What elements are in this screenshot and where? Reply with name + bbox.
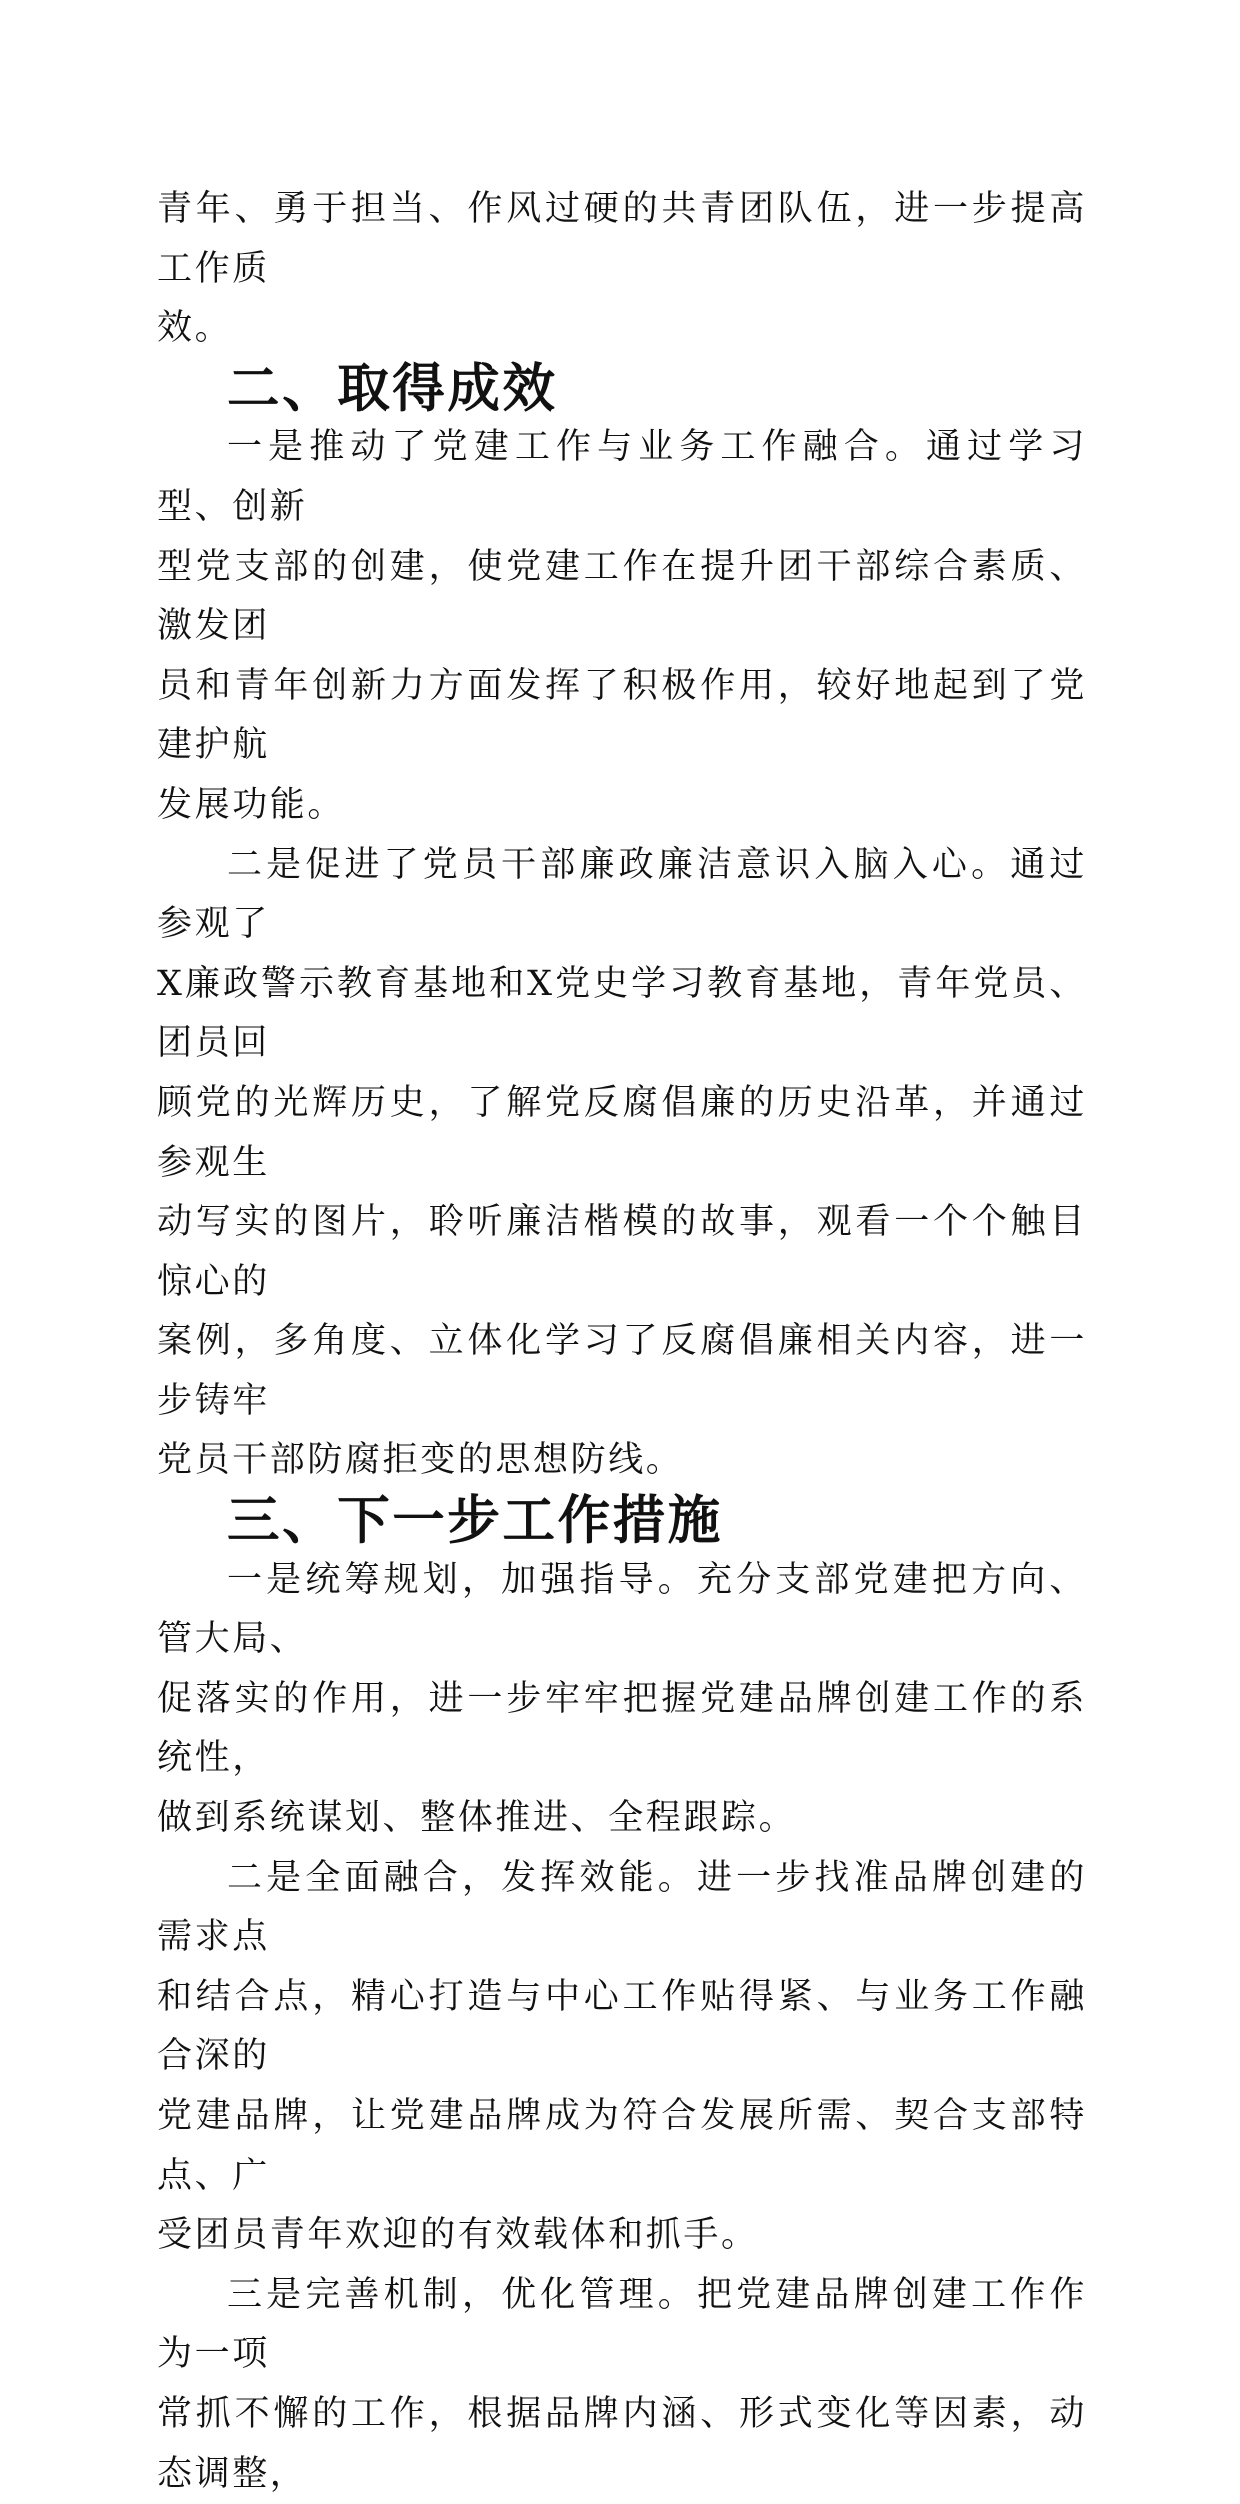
paragraph-achievement-1: 一是推动了党建工作与业务工作融合。通过学习型、创新 型党支部的创建，使党建工作在提升团干部综合素质、激发团 员和青年创新力方面发挥了积极作用，较好地起到了党建护航 发展功能。 — [157, 427, 1087, 825]
paragraph-next-step-1: 一是统筹规划，加强指导。充分支部党建把方向、管大局、 促落实的作用，进一步牢牢把握党建品牌创建工作的系统性， 做到系统谋划、整体推进、全程跟踪。 — [157, 1559, 1087, 1839]
section-heading-next-steps: 三、下一步工作措施 — [227, 1490, 723, 1552]
continuation-paragraph: 青年、勇于担当、作风过硬的共青团队伍，进一步提高工作质 效。 — [157, 189, 1087, 349]
paragraph-achievement-2: 二是促进了党员干部廉政廉洁意识入脑入心。通过参观了 X廉政警示教育基地和X党史学习教育基地，青年党员、团员回 顾党的光辉历史，了解党反腐倡廉的历史沿革，并通过参观生 动写实的图片，聆听廉洁楷模的故事，观看一个个触目惊心的 案例，多角度、立体化学习了反腐倡廉相关内容，进一步铸牢 党员干部防腐拒变的思想防线。 — [157, 844, 1087, 1481]
section-heading-achievements: 二、取得成效 — [227, 357, 558, 419]
paragraph-next-step-3: 三是完善机制，优化管理。把党建品牌创建工作作为一项 常抓不懈的工作，根据品牌内涵、形式变化等因素，动态调整， — [157, 2274, 1087, 2494]
paragraph-next-step-2: 二是全面融合，发挥效能。进一步找准品牌创建的需求点 和结合点，精心打造与中心工作贴得紧、与业务工作融合深的 党建品牌，让党建品牌成为符合发展所需、契合支部特点、广 受团员青年欢迎的有效载体和抓手。 — [157, 1857, 1087, 2256]
document-body — [157, 180, 1087, 2504]
